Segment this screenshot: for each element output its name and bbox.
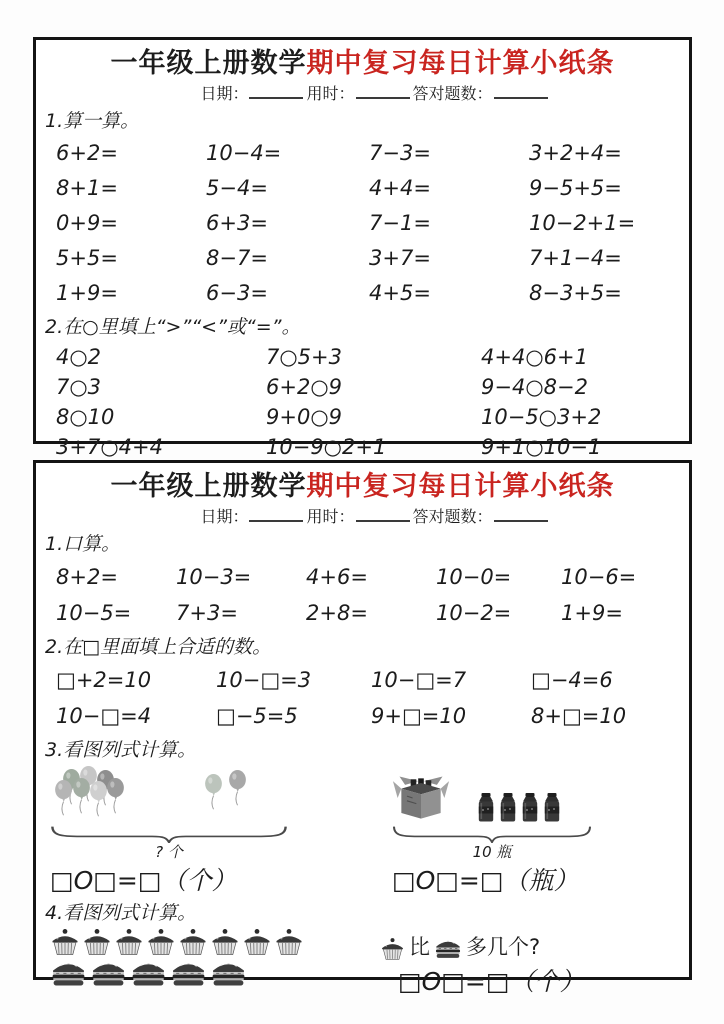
math-problem: 7○3 bbox=[56, 375, 102, 399]
food-images bbox=[50, 928, 358, 987]
math-problem: 8+2= bbox=[56, 565, 118, 589]
section-label-mental-math: 1.口算。 bbox=[45, 533, 121, 555]
section-label-calculate: 1.算一算。 bbox=[45, 110, 140, 132]
time-label: 用时： bbox=[306, 507, 355, 526]
problem-grid-fill-square bbox=[56, 662, 689, 734]
math-problem: 7+1−4= bbox=[529, 246, 622, 270]
math-problem: 6+2= bbox=[56, 141, 118, 165]
math-problem: □−5=5 bbox=[216, 704, 298, 728]
math-problem: 9+1○10−1 bbox=[481, 435, 602, 459]
math-problem: 9+□=10 bbox=[371, 704, 467, 728]
balloon-images bbox=[50, 767, 350, 823]
date-blank-line bbox=[249, 507, 303, 522]
date-label: 日期： bbox=[200, 507, 249, 526]
math-problem: 5+5= bbox=[56, 246, 118, 270]
math-problem: 9+0○9 bbox=[266, 405, 343, 429]
math-problem: 6+2○9 bbox=[266, 375, 343, 399]
math-problem: 10−4= bbox=[206, 141, 282, 165]
title-red-text: 期中复习每日计算小纸条 bbox=[306, 48, 615, 79]
math-problem: 5−4= bbox=[206, 176, 268, 200]
score-blank-line bbox=[494, 84, 548, 99]
question-between-text: 比 bbox=[409, 935, 430, 959]
math-problem: 7○5+3 bbox=[266, 345, 343, 369]
comparison-equation-blanks: □O□=□（个） bbox=[398, 967, 585, 996]
comparison-question bbox=[376, 932, 585, 962]
math-problem: 4○2 bbox=[56, 345, 102, 369]
worksheet-title bbox=[36, 48, 689, 80]
worksheet-panel-bottom bbox=[33, 460, 692, 996]
math-problem: 4+4= bbox=[369, 176, 431, 200]
bottle-total-label: 10 瓶 bbox=[472, 843, 512, 861]
cupcake-icon bbox=[114, 928, 144, 955]
math-problem: 8−7= bbox=[206, 246, 268, 270]
math-problem: 6+3= bbox=[206, 211, 268, 235]
burger-icon bbox=[130, 958, 167, 987]
math-problem: 4+6= bbox=[306, 565, 368, 589]
math-problem: 10−□=4 bbox=[56, 704, 152, 728]
problem-grid-compare bbox=[56, 342, 689, 462]
math-problem: □−4=6 bbox=[531, 668, 613, 692]
under-brace bbox=[50, 825, 288, 843]
burger-icon bbox=[170, 958, 207, 987]
bottle-images bbox=[392, 767, 592, 823]
balloon-cluster-image bbox=[50, 767, 148, 823]
burger-icon bbox=[50, 958, 87, 987]
math-problem: 9−5+5= bbox=[529, 176, 622, 200]
cupcake-icon bbox=[380, 937, 405, 960]
bottle-equation-blanks: □O□=□（瓶） bbox=[392, 866, 579, 895]
bottle-figure bbox=[392, 767, 592, 897]
balloon-equation-blanks: □O□=□（个） bbox=[50, 866, 237, 895]
comparison-question-block bbox=[376, 932, 585, 998]
section-label-fill-square: 2.在□里面填上合适的数。 bbox=[45, 636, 272, 658]
math-problem: 6−3= bbox=[206, 281, 268, 305]
balloon-icon bbox=[202, 773, 225, 811]
cupcake-icon bbox=[210, 928, 240, 955]
cupcake-icon bbox=[274, 928, 304, 955]
math-problem: 8○10 bbox=[56, 405, 115, 429]
cupcake-icon bbox=[178, 928, 208, 955]
math-problem: 10−3= bbox=[176, 565, 252, 589]
burger-icon bbox=[434, 937, 462, 959]
score-label: 答对题数： bbox=[412, 507, 493, 526]
time-blank-line bbox=[356, 84, 410, 99]
problem-grid-mental-math bbox=[56, 559, 689, 631]
math-problem: 8+1= bbox=[56, 176, 118, 200]
bottle-icon bbox=[542, 792, 562, 823]
title-black-text: 一年级上册数学 bbox=[110, 471, 307, 502]
balloon-icon bbox=[104, 777, 127, 815]
balloon-pair-image bbox=[200, 767, 258, 823]
worksheet-panel-top bbox=[33, 37, 692, 459]
cupcake-icon bbox=[242, 928, 272, 955]
question-suffix-text: 多几个? bbox=[466, 935, 541, 959]
section-label-picture-problem-3: 3.看图列式计算。 bbox=[45, 739, 197, 761]
math-problem: 9−4○8−2 bbox=[481, 375, 588, 399]
math-problem: 3+2+4= bbox=[529, 141, 622, 165]
math-problem: 4+5= bbox=[369, 281, 431, 305]
bottle-row-image bbox=[476, 792, 562, 823]
math-problem: 3+7○4+4 bbox=[56, 435, 163, 459]
math-problem: 8−3+5= bbox=[529, 281, 622, 305]
math-problem: 10−5○3+2 bbox=[481, 405, 602, 429]
math-problem: 7−3= bbox=[369, 141, 431, 165]
balloon-figure bbox=[50, 767, 350, 897]
title-black-text: 一年级上册数学 bbox=[110, 48, 307, 79]
math-problem: 10−9○2+1 bbox=[266, 435, 387, 459]
math-problem: 4+4○6+1 bbox=[481, 345, 588, 369]
time-label: 用时： bbox=[306, 84, 355, 103]
math-problem: 10−2+1= bbox=[529, 211, 636, 235]
cupcake-row-image bbox=[50, 928, 358, 955]
date-label: 日期： bbox=[200, 84, 249, 103]
cupcake-icon bbox=[82, 928, 112, 955]
cupcake-icon bbox=[146, 928, 176, 955]
under-brace bbox=[392, 825, 592, 843]
title-red-text: 期中复习每日计算小纸条 bbox=[306, 471, 615, 502]
bottle-icon bbox=[520, 792, 540, 823]
balloon-total-label: ? 个 bbox=[155, 843, 183, 861]
picture-problems-row bbox=[50, 767, 689, 897]
math-problem: 10−□=7 bbox=[371, 668, 467, 692]
burger-row-image bbox=[50, 958, 358, 987]
worksheet-title bbox=[36, 471, 689, 503]
header-fields bbox=[36, 83, 689, 105]
bottle-icon bbox=[476, 792, 496, 823]
math-problem: 7+3= bbox=[176, 601, 238, 625]
header-fields bbox=[36, 506, 689, 528]
math-problem: 1+9= bbox=[56, 281, 118, 305]
balloon-icon bbox=[226, 769, 249, 807]
burger-icon bbox=[90, 958, 127, 987]
score-label: 答对题数： bbox=[412, 84, 493, 103]
section-label-compare: 2.在○里填上“>”“<”或“=”。 bbox=[45, 316, 301, 338]
math-problem: 0+9= bbox=[56, 211, 118, 235]
bottle-icon bbox=[498, 792, 518, 823]
date-blank-line bbox=[249, 84, 303, 99]
math-problem: 10−0= bbox=[436, 565, 512, 589]
math-problem: 1+9= bbox=[561, 601, 623, 625]
time-blank-line bbox=[356, 507, 410, 522]
math-problem: 10−6= bbox=[561, 565, 637, 589]
math-problem: 2+8= bbox=[306, 601, 368, 625]
score-blank-line bbox=[494, 507, 548, 522]
food-comparison-block bbox=[50, 928, 689, 998]
math-problem: 10−5= bbox=[56, 601, 132, 625]
math-problem: 8+□=10 bbox=[531, 704, 627, 728]
math-problem: 10−□=3 bbox=[216, 668, 312, 692]
open-box-icon bbox=[392, 773, 450, 823]
math-problem: 10−2= bbox=[436, 601, 512, 625]
problem-grid-calculate bbox=[56, 136, 689, 311]
math-problem: □+2=10 bbox=[56, 668, 152, 692]
burger-icon bbox=[210, 958, 247, 987]
math-problem: 7−1= bbox=[369, 211, 431, 235]
math-problem: 3+7= bbox=[369, 246, 431, 270]
cupcake-icon bbox=[50, 928, 80, 955]
section-label-picture-problem-4: 4.看图列式计算。 bbox=[45, 902, 197, 924]
